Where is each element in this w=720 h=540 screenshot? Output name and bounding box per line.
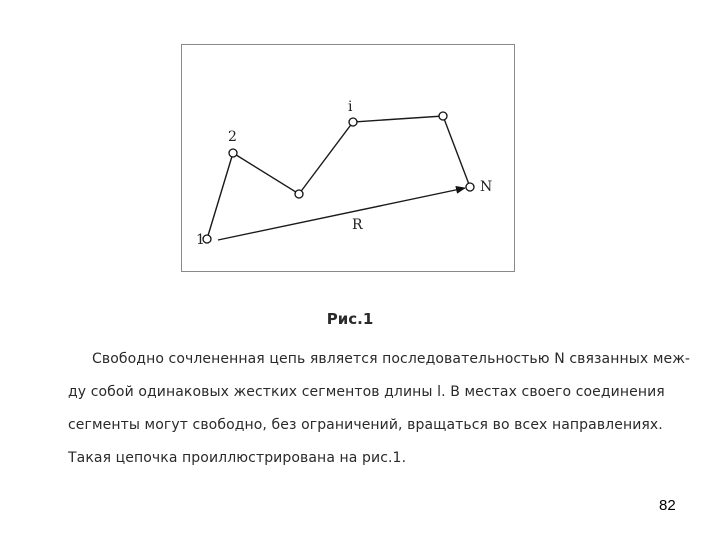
label-node-1: 1 — [196, 232, 205, 248]
chain-segments — [207, 116, 470, 239]
joint-n — [466, 183, 474, 191]
joint-2 — [229, 149, 237, 157]
figure-caption: Рис.1 — [326, 310, 374, 328]
label-node-n: N — [480, 179, 493, 195]
paragraph-line-4: Такая цепочка проиллюстрирована на рис.1. — [68, 450, 407, 466]
paragraph-line-3: сегменты могут свободно, без ограничений, вращаться во всех направлениях. — [68, 417, 663, 433]
page-number: 82 — [659, 497, 676, 514]
label-node-2: 2 — [228, 129, 237, 145]
paragraph-line-2: ду собой одинаковых жестких сегментов длины l. В местах своего соединения — [68, 384, 665, 400]
joint-5 — [439, 112, 447, 120]
joint-i — [349, 118, 357, 126]
figure-frame — [181, 44, 515, 272]
joint-3 — [295, 190, 303, 198]
label-vector-r: R — [352, 217, 363, 233]
chain-diagram — [182, 45, 516, 273]
paragraph-line-1: Свободно сочлененная цепь является последовательностью N связанных меж- — [92, 351, 691, 367]
label-node-i: i — [348, 99, 353, 115]
end-to-end-vector-r — [218, 188, 465, 240]
